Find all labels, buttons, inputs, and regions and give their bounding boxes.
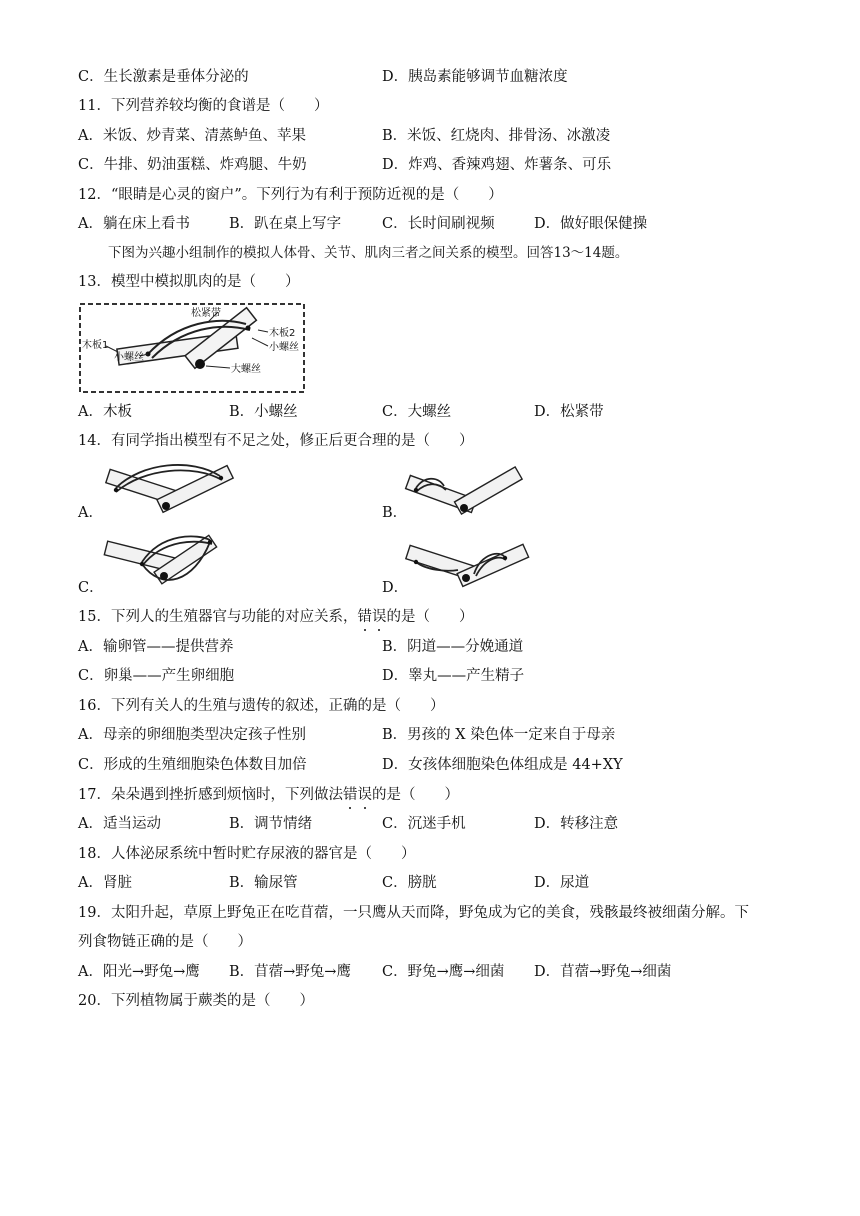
model-figure [78,302,306,394]
q11-option-d: D．炸鸡、香辣鸡翅、炸薯条、可乐 [382,157,612,173]
q19-option-a: A．阳光→野兔→鹰 [78,964,200,980]
q12-option-d: D．做好眼保健操 [534,216,648,232]
small-screw-right-mark [246,326,251,331]
q11-option-b: B．米饭、红烧肉、排骨汤、冰激凌 [382,128,611,144]
emphasis-dot: 错 [342,787,358,803]
q14-option-b-figure [404,462,528,520]
q14-stem: 14．有同学指出模型有不足之处，修正后更合理的是（ ） [78,433,474,449]
q14-option-b-label: B． [382,505,408,521]
model-intro: 下图为兴趣小组制作的模拟人体骨、关节、肌肉三者之间关系的模型。回答13～14题。 [108,245,629,261]
q13-option-c: C．大螺丝 [382,404,452,420]
emphasis-dot: 错 [357,609,372,625]
q19-stem-line2: 列食物链正确的是（ ） [78,934,252,950]
q17-option-d: D．转移注意 [534,816,619,832]
q17-option-c: C．沉迷手机 [382,816,466,832]
q18-option-c: C．膀胱 [382,875,437,891]
q16-option-d: D．女孩体细胞染色体组成是 44+XY [382,757,623,773]
q18-option-d: D．尿道 [534,875,590,891]
q16-option-a: A．母亲的卵细胞类型决定孩子性别 [78,727,306,743]
q13-option-d: D．松紧带 [534,404,604,420]
label-band: 松紧带 [191,308,221,319]
label-small-screw-right: 小螺丝 [269,342,299,353]
q18-stem: 18．人体泌尿系统中暂时贮存尿液的器官是（ ） [78,846,416,862]
q19-option-d: D．苜蓿→野兔→细菌 [534,964,672,980]
q11-stem: 11．下列营养较均衡的食谱是（ ） [78,98,329,114]
q13-option-a: A．木板 [78,404,132,420]
q15-stem: 15．下列人的生殖器官与功能的对应关系，错误的是（ ） [78,609,474,625]
q15-option-d: D．睾丸——产生精子 [382,668,525,684]
q13-stem: 13．模型中模拟肌肉的是（ ） [78,274,300,290]
q17-option-b: B．调节情绪 [229,816,313,832]
q12-option-b: B．趴在桌上写字 [229,216,342,232]
q14-option-c-label: C． [78,580,104,596]
q12-stem: 12．“眼睛是心灵的窗户”。下列行为有利于预防近视的是（ ） [78,187,503,203]
q20-stem: 20．下列植物属于蕨类的是（ ） [78,993,314,1009]
big-screw-mark [195,359,205,369]
q15-option-b: B．阴道——分娩通道 [382,639,524,655]
label-board1: 木板1 [82,340,109,351]
q14-option-a-label: A． [78,505,103,521]
q16-stem: 16．下列有关人的生殖与遗传的叙述，正确的是（ ） [78,698,445,714]
label-board2: 木板2 [269,328,296,339]
q17-option-a: A．适当运动 [78,816,161,832]
q11-option-a: A．米饭、炒青菜、清蒸鲈鱼、苹果 [78,128,306,144]
q15-option-a: A．输卵管——提供营养 [78,639,234,655]
q19-stem-line1: 19．太阳升起，草原上野兔正在吃苜蓿，一只鹰从天而降，野兔成为它的美食，残骸最终被细菌分解。下 [78,905,749,921]
q14-option-d-label: D． [382,580,409,596]
q13-option-b: B．小螺丝 [229,404,298,420]
q14-option-a-figure [102,462,242,520]
emphasis-dot: 误 [371,609,387,625]
q16-option-b: B．男孩的 X 染色体一定来自于母亲 [382,727,616,743]
q11-option-c: C．牛排、奶油蛋糕、炸鸡腿、牛奶 [78,157,307,173]
q12-option-a: A．躺在床上看书 [78,216,190,232]
label-big-screw: 大螺丝 [231,364,261,375]
q19-option-c: C．野兔→鹰→细菌 [382,964,505,980]
q10-option-d: D．胰岛素能够调节血糖浓度 [382,69,568,85]
q15-option-c: C．卵巢——产生卵细胞 [78,668,235,684]
q18-option-b: B．输尿管 [229,875,298,891]
q12-option-c: C．长时间刷视频 [382,216,495,232]
label-small-screw-left: 小螺丝 [114,352,144,363]
q14-option-c-figure [102,532,222,594]
q19-option-b: B．苜蓿→野兔→鹰 [229,964,351,980]
q10-option-c: C．生长激素是垂体分泌的 [78,69,249,85]
q16-option-c: C．形成的生殖细胞染色体数目加倍 [78,757,307,773]
q18-option-a: A．肾脏 [78,875,132,891]
q17-stem: 17．朵朵遇到挫折感到烦恼时，下列做法错误的是（ ） [78,787,459,803]
q14-option-d-figure [404,536,534,594]
emphasis-dot: 误 [357,787,372,803]
